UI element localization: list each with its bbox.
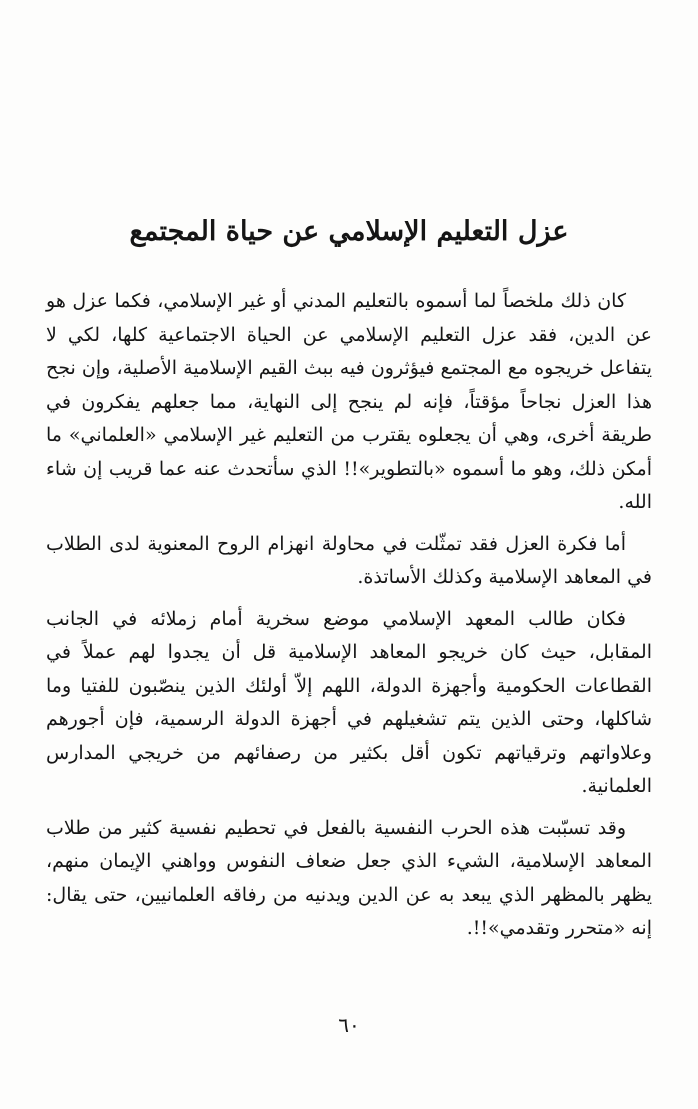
paragraph-1: كان ذلك ملخصاً لما أسموه بالتعليم المدني أو غير الإسلامي، فكما عزل هو عن الدين، فقد عزل التعليم الإسلامي عن الحياة الاجتماعية كلها، لكي لا يتفاعل خريجوه مع المجتمع فيؤثرون فيه ببث القيم الإسلامية الأصلية، وإن نجح هذا العزل نجاحاً مؤقتاً، فإنه لم ينجح إلى النهاية، مما جعلهم يفكرون في طريقة أخرى، وهي أن يجعلوه يقترب من التعليم غير الإسلامي «العلماني» ما أمكن ذلك، وهو ما أسموه «بالتطوير»!! الذي سأتحدث عنه عما قريب إن شاء الله.	[46, 290, 652, 513]
chapter-title: عزل التعليم الإسلامي عن حياة المجتمع	[129, 216, 569, 247]
page-body	[46, 285, 652, 954]
page-number: ٦٠	[338, 1013, 360, 1037]
paragraph-4: وقد تسبّبت هذه الحرب النفسية بالفعل في تحطيم نفسية كثير من طلاب المعاهد الإسلامية، الشيء الذي جعل ضعاف النفوس وواهني الإيمان منهم، يظهر بالمظهر الذي يبعد به عن الدين ويدنيه من رفاقه العلمانيين، حتى يقال: إنه «متحرر وتقدمي»!!.	[46, 816, 652, 939]
paragraph-2: أما فكرة العزل فقد تمثّلت في محاولة انهزام الروح المعنوية لدى الطلاب في المعاهد الإسلامية وكذلك الأساتذة.	[46, 532, 652, 588]
paragraph-3: فكان طالب المعهد الإسلامي موضع سخرية أمام زملائه في الجانب المقابل، حيث كان خريجو المعاهد الإسلامية قل أن يجدوا لهم عملاً في القطاعات الحكومية وأجهزة الدولة، اللهم إلاّ أولئك الذين ينصّبون للفتيا وما شاكلها، وحتى الذين يتم تشغيلهم في أجهزة الدولة الرسمية، فإن أجورهم وعلاواتهم وترقياتهم تكون أقل بكثير من رصفائهم من خريجي المدارس العلمانية.	[46, 607, 652, 797]
